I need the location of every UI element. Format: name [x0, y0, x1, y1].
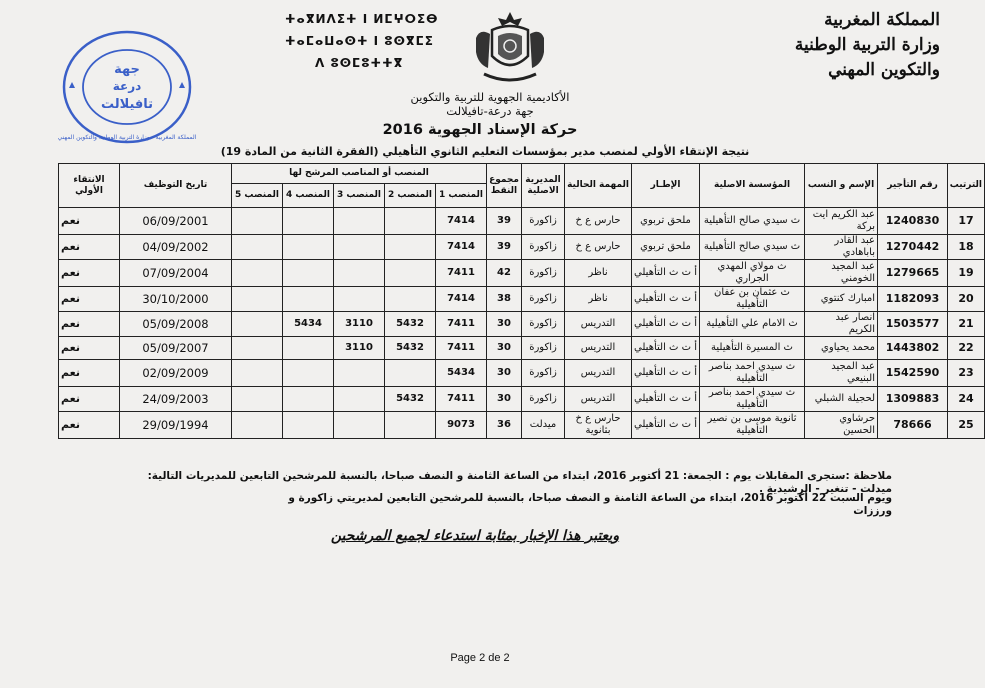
cell-p4 [283, 235, 334, 260]
cell-p5 [232, 412, 283, 439]
stamp-inner-line-3: تافيلالت [100, 97, 154, 112]
results-body [59, 208, 985, 439]
cell-p5 [232, 312, 283, 337]
header-position-2: المنصب 2 [385, 184, 436, 208]
cell-hire: 04/09/2002 [120, 235, 232, 260]
cell-p2 [385, 287, 436, 312]
cell-p3: 3110 [334, 312, 385, 337]
cell-rank: 23 [948, 360, 985, 387]
cell-p1: 7414 [436, 208, 487, 235]
cell-p3 [334, 412, 385, 439]
cell-p5 [232, 287, 283, 312]
academy-line-1: الأكاديمية الجهوية للتربية والتكوين [410, 90, 570, 104]
cell-school: ث المسيرة التأهيلية [700, 337, 805, 360]
cell-task: حارس ع خ بثانوية [565, 412, 632, 439]
cell-p2 [385, 208, 436, 235]
header-reg: رقم التأجير [878, 164, 948, 208]
stamp-inner-line-1: جهة [114, 62, 140, 77]
cell-p3: 3110 [334, 337, 385, 360]
header-position-1: المنصب 1 [436, 184, 487, 208]
cell-rank: 21 [948, 312, 985, 337]
cell-p5 [232, 260, 283, 287]
cell-sel: نعم [59, 360, 120, 387]
cell-reg: 1443802 [878, 337, 948, 360]
cell-reg: 1270442 [878, 235, 948, 260]
cell-sel: نعم [59, 235, 120, 260]
cell-p3 [334, 360, 385, 387]
cell-p3 [334, 287, 385, 312]
cell-task: التدريس [565, 312, 632, 337]
cell-p3 [334, 387, 385, 412]
cell-points: 38 [487, 287, 522, 312]
stamp-inner-line-2: درعة [112, 79, 142, 93]
cell-dir: زاكورة [522, 260, 565, 287]
document-subtitle: نتيجة الإنتقاء الأولي لمنصب مدير بمؤسسات التعليم الثانوي التأهيلي (الفقرة الثانية من المادة 19) [220, 145, 750, 158]
header-rank: الترتيب [948, 164, 985, 208]
cell-sel: نعم [59, 208, 120, 235]
cell-name: امبارك كنتوي [805, 287, 878, 312]
cell-school: ث سيدي احمد بناصر التأهيلية [700, 360, 805, 387]
tifinagh-line-3: ⴷ ⵓⵙⵎⵓⵜⵜⴳ [315, 56, 404, 70]
cell-points: 39 [487, 208, 522, 235]
cell-name: لحجيلة الشبلي [805, 387, 878, 412]
table-row [59, 208, 985, 235]
cell-sel: نعم [59, 287, 120, 312]
cell-p2 [385, 412, 436, 439]
cell-school: ث عثمان بن عفان التأهيلية [700, 287, 805, 312]
cell-hire: 07/09/2004 [120, 260, 232, 287]
cell-p4 [283, 412, 334, 439]
table-row [59, 312, 985, 337]
cell-points: 30 [487, 337, 522, 360]
cell-p4 [283, 287, 334, 312]
cell-points: 42 [487, 260, 522, 287]
cell-p5 [232, 208, 283, 235]
cell-dir: زاكورة [522, 387, 565, 412]
cell-points: 30 [487, 360, 522, 387]
table-row [59, 287, 985, 312]
cell-p4: 5434 [283, 312, 334, 337]
cell-name: عبد المجيد الخومني [805, 260, 878, 287]
cell-hire: 30/10/2000 [120, 287, 232, 312]
cell-hire: 05/09/2007 [120, 337, 232, 360]
cell-school: ث سيدي صالح التأهيلية [700, 235, 805, 260]
cell-rank: 18 [948, 235, 985, 260]
cell-rank: 19 [948, 260, 985, 287]
table-row [59, 360, 985, 387]
cell-hire: 29/09/1994 [120, 412, 232, 439]
header-frame: الإطـار [632, 164, 700, 208]
note-line-2: ويوم السبت 22 أكتوبر 2016، ابتداء من الساعة الثامنة و النصف صباحا، بالنسبة للمرشحين التابعين لمديريتي زاكورة و ورززات [288, 492, 892, 517]
cell-p1: 7411 [436, 260, 487, 287]
table-row [59, 235, 985, 260]
cell-task: حارس ع خ [565, 208, 632, 235]
cell-hire: 05/09/2008 [120, 312, 232, 337]
cell-p2 [385, 260, 436, 287]
cell-task: التدريس [565, 360, 632, 387]
cell-dir: زاكورة [522, 337, 565, 360]
cell-school: ثانوية موسى بن نصير التأهيلية [700, 412, 805, 439]
cell-points: 30 [487, 312, 522, 337]
header-position-4: المنصب 4 [283, 184, 334, 208]
cell-p4 [283, 260, 334, 287]
cell-school: ث الامام علي التأهيلية [700, 312, 805, 337]
royal-coat-of-arms-icon [470, 8, 550, 86]
cell-name: محمد يحياوي [805, 337, 878, 360]
table-row [59, 412, 985, 439]
header-task: المهمة الحالية [565, 164, 632, 208]
ministry-header [740, 8, 940, 83]
cell-p5 [232, 360, 283, 387]
cell-school: ث سيدي احمد بناصر التأهيلية [700, 387, 805, 412]
cell-frame: أ ت ث التأهيلي [632, 287, 700, 312]
cell-p1: 7414 [436, 235, 487, 260]
cell-p2 [385, 235, 436, 260]
table-row [59, 260, 985, 287]
tifinagh-header [285, 8, 465, 74]
cell-task: ناظر [565, 287, 632, 312]
final-notice: ويعتبر هذا الإخبار بمثابة استدعاء لجميع المرشحين [330, 528, 620, 544]
tifinagh-line-2: ⵜⴰⵎⴰⵡⴰⵙⵜ ⵏ ⵓⵙⴳⵎⵉ [285, 34, 434, 48]
cell-frame: أ ت ث التأهيلي [632, 412, 700, 439]
header-dir: المديرية الاصلية [522, 164, 565, 208]
cell-frame: أ ت ث التأهيلي [632, 312, 700, 337]
header-points: مجموع النقط [487, 164, 522, 208]
cell-reg: 1503577 [878, 312, 948, 337]
cell-p5 [232, 387, 283, 412]
cell-frame: أ ت ث التأهيلي [632, 337, 700, 360]
ministry-line-1: وزارة التربية الوطنية [794, 35, 940, 55]
cell-frame: ملحق تربوي [632, 235, 700, 260]
cell-task: التدريس [565, 387, 632, 412]
cell-reg: 1240830 [878, 208, 948, 235]
table-row [59, 387, 985, 412]
cell-task: التدريس [565, 337, 632, 360]
cell-sel: نعم [59, 312, 120, 337]
header-selection: الانتقاء الأولي [59, 164, 120, 208]
header-name: الإسم و النسب [805, 164, 878, 208]
cell-p5 [232, 235, 283, 260]
cell-p1: 7411 [436, 337, 487, 360]
cell-p1: 7414 [436, 287, 487, 312]
kingdom-line: المملكة المغربية [824, 10, 940, 30]
cell-points: 39 [487, 235, 522, 260]
cell-rank: 20 [948, 287, 985, 312]
cell-p2: 5432 [385, 387, 436, 412]
cell-p1: 9073 [436, 412, 487, 439]
cell-p5 [232, 337, 283, 360]
header-position-3: المنصب 3 [334, 184, 385, 208]
page-number: Page 2 de 2 [450, 652, 510, 664]
document-title: حركة الإسناد الجهوية 2016 [382, 122, 578, 138]
cell-dir: ميدلت [522, 412, 565, 439]
cell-frame: ملحق تربوي [632, 208, 700, 235]
cell-task: حارس ع خ [565, 235, 632, 260]
cell-dir: زاكورة [522, 287, 565, 312]
cell-dir: زاكورة [522, 360, 565, 387]
cell-rank: 17 [948, 208, 985, 235]
header-positions-group: المنصب أو المناصب المرشح لها [232, 164, 487, 184]
table-row [59, 337, 985, 360]
cell-p4 [283, 360, 334, 387]
cell-name: انصار عبد الكريم [805, 312, 878, 337]
header-position-5: المنصب 5 [232, 184, 283, 208]
cell-dir: زاكورة [522, 208, 565, 235]
cell-p1: 7411 [436, 387, 487, 412]
cell-p3 [334, 208, 385, 235]
cell-name: عبد الكريم ايت بركة [805, 208, 878, 235]
cell-frame: أ ت ث التأهيلي [632, 387, 700, 412]
cell-name: حرشاوي الحسين [805, 412, 878, 439]
cell-school: ث مولاي المهدي الجراري [700, 260, 805, 287]
cell-task: ناظر [565, 260, 632, 287]
stamp-outer-text: المملكة المغربية - وزارة التربية الوطنية والتكوين المهني [57, 134, 197, 141]
cell-name: عبد القادر باباهادي [805, 235, 878, 260]
cell-rank: 24 [948, 387, 985, 412]
ministry-line-2: والتكوين المهني [828, 60, 940, 80]
cell-hire: 24/09/2003 [120, 387, 232, 412]
regional-academy-stamp-icon [57, 28, 197, 146]
cell-p3 [334, 235, 385, 260]
cell-hire: 06/09/2001 [120, 208, 232, 235]
cell-p1: 7411 [436, 312, 487, 337]
cell-name: عبد المجيد البنيعي [805, 360, 878, 387]
cell-school: ث سيدي صالح التأهيلية [700, 208, 805, 235]
cell-p2 [385, 360, 436, 387]
academy-line-2: جهة درعة-تافيلالت [446, 104, 534, 118]
academy-block [380, 90, 600, 118]
cell-sel: نعم [59, 387, 120, 412]
cell-reg: 1279665 [878, 260, 948, 287]
tifinagh-line-1: ⵜⴰⴳⵍⴷⵉⵜ ⵏ ⵍⵎⵖⵔⵉⴱ [285, 12, 439, 26]
cell-p1: 5434 [436, 360, 487, 387]
cell-p2: 5432 [385, 337, 436, 360]
cell-sel: نعم [59, 337, 120, 360]
cell-dir: زاكورة [522, 312, 565, 337]
cell-sel: نعم [59, 412, 120, 439]
cell-reg: 1309883 [878, 387, 948, 412]
cell-rank: 25 [948, 412, 985, 439]
cell-p3 [334, 260, 385, 287]
cell-reg: 1182093 [878, 287, 948, 312]
cell-p2: 5432 [385, 312, 436, 337]
cell-points: 30 [487, 387, 522, 412]
header-school: المؤسسة الاصلية [700, 164, 805, 208]
cell-hire: 02/09/2009 [120, 360, 232, 387]
cell-frame: أ ت ث التأهيلي [632, 260, 700, 287]
note-line-1: ملاحظة :ستجرى المقابلات يوم : الجمعة: 21 أكتوبر 2016، ابتداء من الساعة الثامنة و النصف صباحا، بالنسبة للمرشحين التابعين للمديريات التالية: ميدلت - تنغير - الرشيدية . [147, 470, 892, 495]
cell-reg: 1542590 [878, 360, 948, 387]
cell-p4 [283, 208, 334, 235]
cell-frame: أ ت ث التأهيلي [632, 360, 700, 387]
header-hire: تاريخ التوظيف [120, 164, 232, 208]
cell-p4 [283, 387, 334, 412]
cell-p4 [283, 337, 334, 360]
cell-points: 36 [487, 412, 522, 439]
cell-rank: 22 [948, 337, 985, 360]
cell-sel: نعم [59, 260, 120, 287]
cell-reg: 78666 [878, 412, 948, 439]
results-table [58, 163, 985, 439]
cell-dir: زاكورة [522, 235, 565, 260]
